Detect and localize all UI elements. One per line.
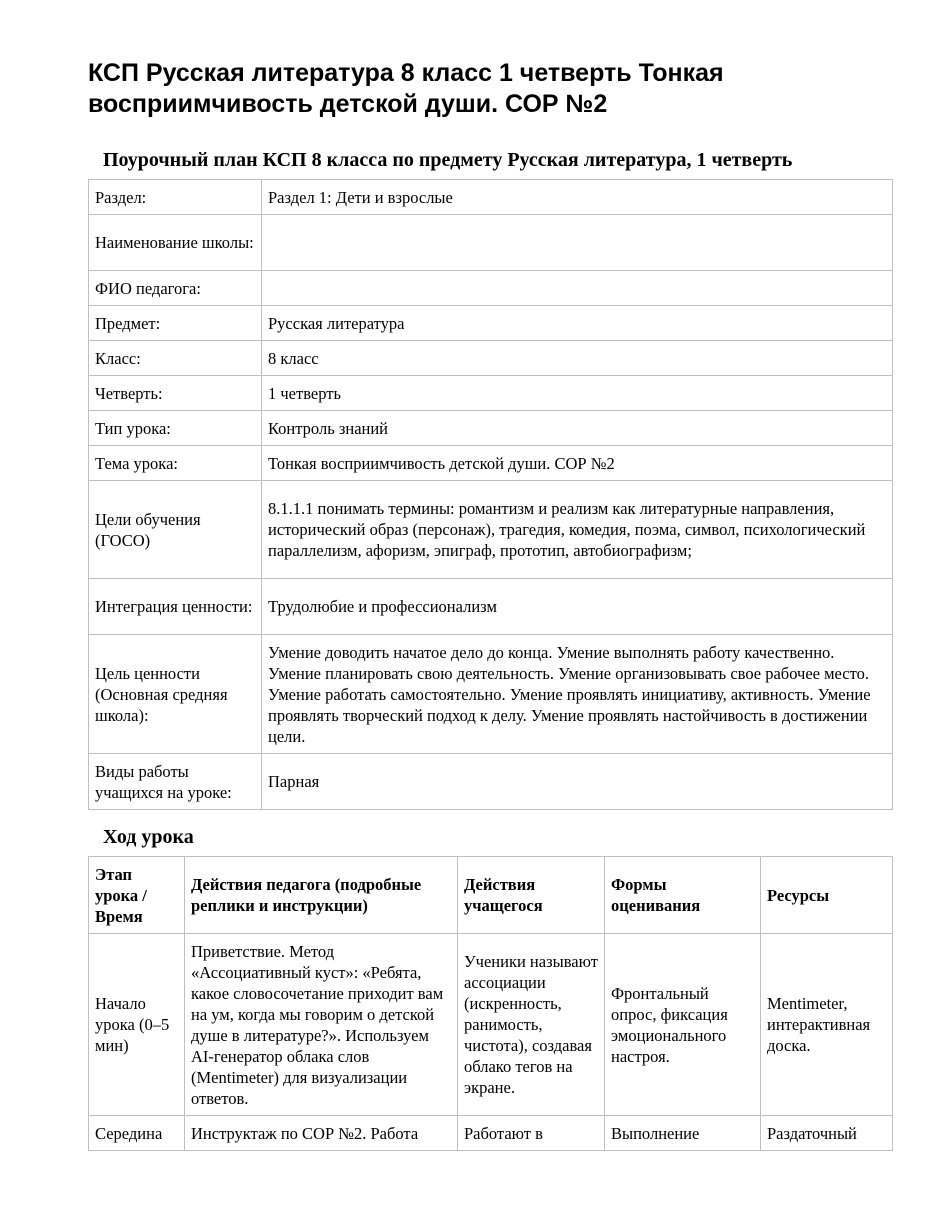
- table-row: [89, 411, 893, 446]
- info-value: Тонкая восприимчивость детской души. СОР №2: [262, 446, 893, 481]
- table-cell: Начало урока (0–5 мин): [89, 934, 185, 1116]
- table-row: [89, 376, 893, 411]
- info-label: Виды работы учащихся на уроке:: [89, 754, 262, 810]
- table-row: [89, 481, 893, 579]
- table-row: [89, 579, 893, 635]
- table-cell: Работают в: [458, 1116, 605, 1151]
- column-header-student-actions: Действия учащегося: [458, 857, 605, 934]
- table-cell: Раздаточный: [761, 1116, 893, 1151]
- info-value: 1 четверть: [262, 376, 893, 411]
- lesson-course-table: [88, 856, 893, 1151]
- info-label: Четверть:: [89, 376, 262, 411]
- table-row: [89, 215, 893, 271]
- table-row: [89, 934, 893, 1116]
- info-label: Наименование школы:: [89, 215, 262, 271]
- table-cell: Приветствие. Метод «Ассоциативный куст»: «Ребята, какое словосочетание приходит вам на ум, когда мы говорим о детской душе в литературе?». Используем AI-генератор облака слов (Mentimeter) для визуализации ответов.: [185, 934, 458, 1116]
- table-header-row: [89, 857, 893, 934]
- table-row: [89, 306, 893, 341]
- info-label: Цель ценности (Основная средняя школа):: [89, 635, 262, 754]
- info-label: Интеграция ценности:: [89, 579, 262, 635]
- table-cell: Ученики называют ассоциации (искренность, ранимость, чистота), создавая облако тегов на экране.: [458, 934, 605, 1116]
- info-value: Русская литература: [262, 306, 893, 341]
- info-label: Предмет:: [89, 306, 262, 341]
- info-label: ФИО педагога:: [89, 271, 262, 306]
- info-value: Контроль знаний: [262, 411, 893, 446]
- table-row: [89, 635, 893, 754]
- info-value: Умение доводить начатое дело до конца. Умение выполнять работу качественно. Умение планировать свою деятельность. Умение организовывать свое рабочее место. Умение работать самостоятельно. Умение проявлять инициативу, активность. Умение проявлять творческий подход к делу. Умение проявлять настойчивость в достижении цели.: [262, 635, 893, 754]
- info-label: Тип урока:: [89, 411, 262, 446]
- table-cell: Фронтальный опрос, фиксация эмоционального настроя.: [605, 934, 761, 1116]
- column-header-resources: Ресурсы: [761, 857, 893, 934]
- table-cell: Середина: [89, 1116, 185, 1151]
- table-row: [89, 754, 893, 810]
- info-value: [262, 271, 893, 306]
- info-label: Класс:: [89, 341, 262, 376]
- table-row: [89, 1116, 893, 1151]
- course-heading: Ход урока: [103, 826, 194, 848]
- table-row: [89, 271, 893, 306]
- column-header-assessment: Формы оценивания: [605, 857, 761, 934]
- table-row: [89, 341, 893, 376]
- lesson-info-table: [88, 179, 893, 810]
- info-value: Парная: [262, 754, 893, 810]
- info-value: 8 класс: [262, 341, 893, 376]
- info-value: [262, 215, 893, 271]
- info-label: Раздел:: [89, 180, 262, 215]
- column-header-stage: Этап урока / Время: [89, 857, 185, 934]
- table-cell: Инструктаж по СОР №2. Работа: [185, 1116, 458, 1151]
- document-title: КСП Русская литература 8 класс 1 четверть Тонкая восприимчивость детской души. СОР №2: [88, 59, 724, 118]
- table-row: [89, 180, 893, 215]
- info-value: Трудолюбие и профессионализм: [262, 579, 893, 635]
- table-cell: Mentimeter, интерактивная доска.: [761, 934, 893, 1116]
- info-value: 8.1.1.1 понимать термины: романтизм и реализм как литературные направления, исторический образ (персонаж), трагедия, комедия, поэма, символ, психологический параллелизм, афоризм, эпиграф, прототип, автобиографизм;: [262, 481, 893, 579]
- info-label: Цели обучения (ГОСО): [89, 481, 262, 579]
- column-header-teacher-actions: Действия педагога (подробные реплики и инструкции): [185, 857, 458, 934]
- info-value: Раздел 1: Дети и взрослые: [262, 180, 893, 215]
- table-cell: Выполнение: [605, 1116, 761, 1151]
- plan-heading: Поурочный план КСП 8 класса по предмету Русская литература, 1 четверть: [103, 149, 793, 171]
- info-label: Тема урока:: [89, 446, 262, 481]
- table-row: [89, 446, 893, 481]
